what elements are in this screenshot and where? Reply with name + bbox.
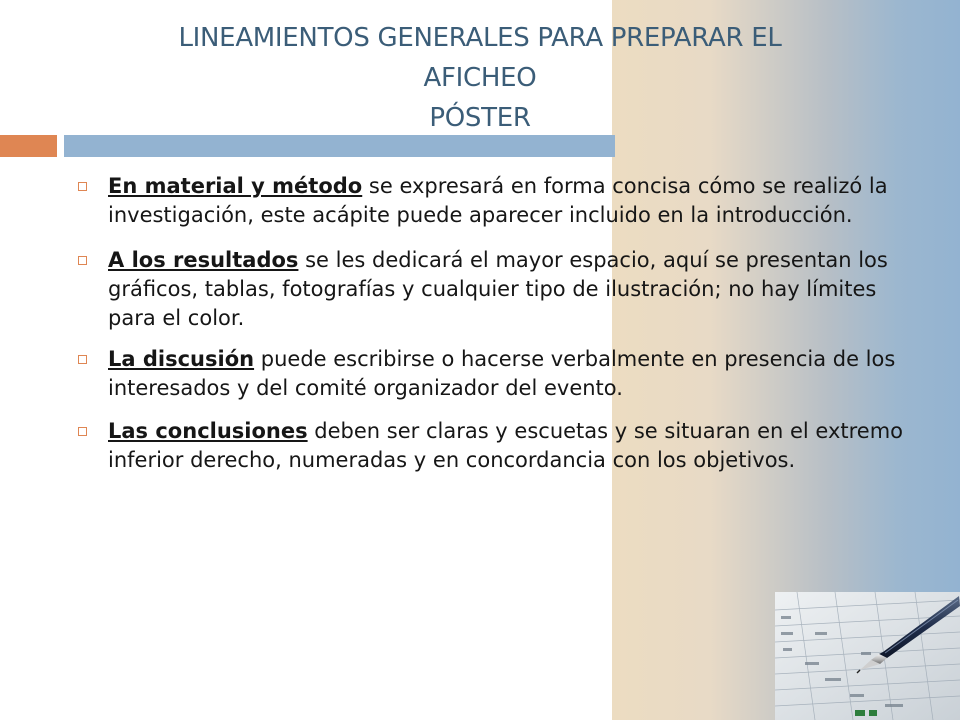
bullet-lead: La discusión xyxy=(108,347,255,371)
bullet-item-material-metodo xyxy=(74,172,914,230)
bullet-lead: A los resultados xyxy=(108,248,299,272)
bullet-text: se expresará en forma concisa cómo se realizó la investigación, este acápite puede aparecer incluido en la introducción. xyxy=(108,174,888,227)
slide-title-line-1: LINEAMIENTOS GENERALES PARA PREPARAR EL AFICHEO xyxy=(178,23,782,93)
square-bullet-icon xyxy=(78,182,87,191)
bullet-list xyxy=(74,172,914,491)
square-bullet-icon xyxy=(78,355,87,364)
bullet-item-conclusiones xyxy=(74,417,914,475)
bullet-text: puede escribirse o hacerse verbalmente en presencia de los interesados y del comité organizador del evento. xyxy=(108,347,896,400)
slide-title xyxy=(120,18,840,138)
slide-title-line-2: PÓSTER xyxy=(429,103,531,133)
square-bullet-icon xyxy=(78,256,87,265)
bullet-lead: Las conclusiones xyxy=(108,419,308,443)
square-bullet-icon xyxy=(78,427,87,436)
bullet-text: deben ser claras y escuetas y se situaran en el extremo inferior derecho, numeradas y en concordancia con los objetivos. xyxy=(108,419,904,472)
bullet-item-discusion xyxy=(74,345,914,403)
accent-bar-blue xyxy=(64,135,615,157)
bullet-item-resultados xyxy=(74,246,914,333)
bullet-lead: En material y método xyxy=(108,174,363,198)
bullet-text: se les dedicará el mayor espacio, aquí se presentan los gráficos, tablas, fotografías y cualquier tipo de ilustración; no hay límites para el color. xyxy=(108,248,888,330)
pen-on-spreadsheet-image xyxy=(775,592,960,720)
accent-bar-orange xyxy=(0,135,57,157)
